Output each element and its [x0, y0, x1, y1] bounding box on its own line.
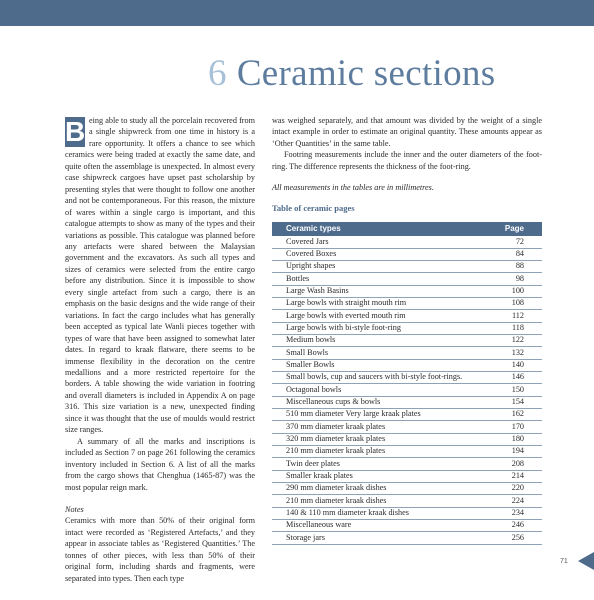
- ceramic-type-cell: Miscellaneous cups & bowls: [272, 396, 495, 408]
- marks-paragraph: A summary of all the marks and inscriptions is included as Section 7 on page 261 following the ceramics inventory included in Section 6. A list of all the marks from the cargo shows that Chenghua (1465-87) was the most popular reign mark.: [65, 436, 255, 492]
- ceramic-type-cell: Large bowls with straight mouth rim: [272, 297, 495, 309]
- table-row: [272, 248, 542, 260]
- page-cell: 170: [495, 421, 542, 433]
- ceramic-type-cell: 140 & 110 mm diameter kraak dishes: [272, 507, 495, 519]
- notes-text: Ceramics with more than 50% of their original form intact were recorded as ‘Registered Artefacts,’ and they appear in associate tables as ‘Registered Quantities.’ The tonnes of other pieces, with less than 50% of their original form, including shards and fragments, were separated into types. Then each type: [65, 516, 255, 583]
- continued-paragraph: was weighed separately, and that amount was divided by the weight of a single intact example in order to estimate an original quantity. These amounts appear as ‘Other Quantities’ in the same table.: [272, 116, 542, 148]
- page-cell: 150: [495, 384, 542, 396]
- page-cell: 84: [495, 248, 542, 260]
- intro-text: eing able to study all the porcelain recovered from a single shipwreck from one time in history is a rare opportunity. It offers a chance to see which ceramics were being traded at exactly the same date, and quite often the assemblage is unexpected. In almost every case shipwreck cargoes have upset past scholarship by presenting styles that were thought to follow one another and not be contemporaneous. For this reason, the mixture of wares within a single cargo is important, and this catalogue attempts to show as many of the types and their variations as possible. This catalogue was planned before any artefacts were shared between the Malaysian government and the excavators. As such all types and sizes of ceramics were selected from the entire cargo before any distribution. Since it is impossible to show every single artefact from such a cargo, there is an emphasis on the basic designs and the wide range of their variations. In fact the cargo includes what has generally been accepted as typical late Wanli pieces together with types of ware that have been assigned to somewhat later dates. In regard to kraak flatware, there seems to be immense flexibility in the decoration on the centre medallions and a more restricted repertoire for the borders. A table showing the wide variation in footring and overall diameters is included in Appendix A on page 316. This size variation is a new, unexpected finding since it was thought that the use of moulds would restrict size ranges.: [65, 116, 255, 435]
- table-body: [272, 236, 542, 544]
- page-cell: 224: [495, 495, 542, 507]
- ceramic-type-cell: Upright shapes: [272, 260, 495, 272]
- ceramic-pages-table: [272, 222, 542, 545]
- ceramic-type-cell: 320 mm diameter kraak plates: [272, 433, 495, 445]
- page-cell: 72: [495, 236, 542, 248]
- page-cell: 194: [495, 446, 542, 458]
- table-row: [272, 470, 542, 482]
- section-number: 6: [208, 53, 227, 94]
- section-title: [208, 52, 588, 96]
- footring-paragraph: Footring measurements include the inner and the outer diameters of the foot-ring. The difference represents the thickness of the foot-ring.: [272, 150, 542, 171]
- ceramic-type-cell: Storage jars: [272, 532, 495, 544]
- ceramic-type-cell: Covered Boxes: [272, 248, 495, 260]
- table-row: [272, 322, 542, 334]
- ceramic-type-cell: 290 mm diameter kraak dishes: [272, 483, 495, 495]
- table-row: [272, 408, 542, 420]
- page-number: 71: [560, 558, 568, 565]
- left-column: [65, 115, 255, 584]
- table-header-row: [272, 222, 542, 236]
- drop-cap: B: [65, 116, 86, 147]
- table-row: [272, 433, 542, 445]
- ceramic-type-cell: Bottles: [272, 273, 495, 285]
- ceramic-type-cell: 210 mm diameter kraak plates: [272, 446, 495, 458]
- table-row: [272, 507, 542, 519]
- page-cell: 246: [495, 520, 542, 532]
- table-row: [272, 458, 542, 470]
- ceramic-type-cell: Octagonal bowls: [272, 384, 495, 396]
- table-row: [272, 483, 542, 495]
- table-row: [272, 495, 542, 507]
- table-caption: Table of ceramic pages: [272, 202, 355, 213]
- ceramic-type-cell: Smaller Bowls: [272, 359, 495, 371]
- page-cell: 234: [495, 507, 542, 519]
- page-cell: 122: [495, 334, 542, 346]
- ceramic-type-cell: Smaller kraak plates: [272, 470, 495, 482]
- table-row: [272, 273, 542, 285]
- header-page: Page: [495, 222, 542, 236]
- header-ceramic-types: Ceramic types: [272, 222, 495, 236]
- page-cell: 208: [495, 458, 542, 470]
- ceramic-type-cell: 510 mm diameter Very large kraak plates: [272, 408, 495, 420]
- ceramic-type-cell: Miscellaneous ware: [272, 520, 495, 532]
- ceramic-type-cell: Covered Jars: [272, 236, 495, 248]
- table-row: [272, 421, 542, 433]
- intro-paragraph: [65, 115, 255, 436]
- table-row: [272, 285, 542, 297]
- table-row: [272, 359, 542, 371]
- page-cell: 132: [495, 347, 542, 359]
- page-cell: 112: [495, 310, 542, 322]
- table-row: [272, 236, 542, 248]
- section-title-text: Ceramic sections: [236, 53, 496, 94]
- page-cell: 162: [495, 408, 542, 420]
- header-band: [0, 0, 594, 26]
- page-cell: 220: [495, 483, 542, 495]
- page-cell: 98: [495, 273, 542, 285]
- ceramic-type-cell: 370 mm diameter kraak plates: [272, 421, 495, 433]
- table-row: [272, 396, 542, 408]
- page-cell: 154: [495, 396, 542, 408]
- table-row: [272, 520, 542, 532]
- table-row: [272, 532, 542, 544]
- ceramic-type-cell: Small Bowls: [272, 347, 495, 359]
- table-row: [272, 371, 542, 383]
- page-cell: 88: [495, 260, 542, 272]
- ceramic-type-cell: Twin deer plates: [272, 458, 495, 470]
- page-cell: 140: [495, 359, 542, 371]
- table-row: [272, 334, 542, 346]
- ceramic-type-cell: Large bowls with bi-style foot-ring: [272, 322, 495, 334]
- notes-heading: Notes: [65, 504, 84, 514]
- table-row: [272, 446, 542, 458]
- ceramic-type-cell: Small bowls, cup and saucers with bi-style foot-rings.: [272, 371, 495, 383]
- table-row: [272, 310, 542, 322]
- page-cell: 108: [495, 297, 542, 309]
- ceramic-type-cell: Large bowls with everted mouth rim: [272, 310, 495, 322]
- table-row: [272, 384, 542, 396]
- table-row: [272, 260, 542, 272]
- page-cell: 100: [495, 285, 542, 297]
- page-cell: 118: [495, 322, 542, 334]
- table-row: [272, 297, 542, 309]
- page-cell: 146: [495, 371, 542, 383]
- ceramic-type-cell: Medium bowls: [272, 334, 495, 346]
- measurement-note: All measurements in the tables are in millimetres.: [272, 183, 434, 193]
- ceramic-type-cell: Large Wash Basins: [272, 285, 495, 297]
- page-cell: 180: [495, 433, 542, 445]
- page-corner-marker: [578, 552, 594, 570]
- page-cell: 256: [495, 532, 542, 544]
- right-column: [272, 115, 542, 545]
- page-cell: 214: [495, 470, 542, 482]
- ceramic-type-cell: 210 mm diameter kraak dishes: [272, 495, 495, 507]
- table-row: [272, 347, 542, 359]
